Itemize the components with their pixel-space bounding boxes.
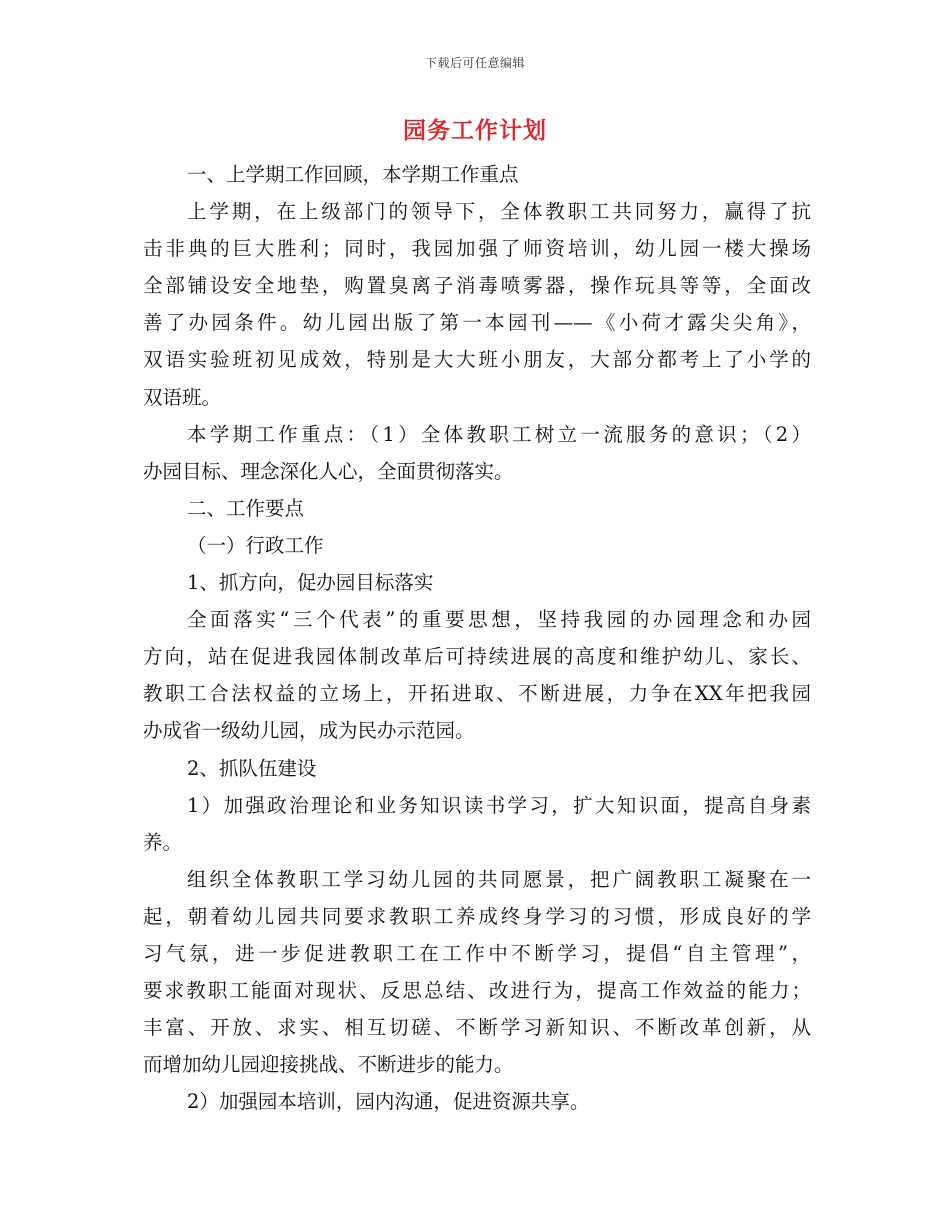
paragraph-line: 二、工作要点	[187, 496, 305, 520]
paragraph-line: 全部铺设安全地垫，购置臭离子消毒喷雾器，操作玩具等等，全面改	[143, 274, 811, 298]
paragraph-line: 全面落实“三个代表”的重要思想，坚持我园的办园理念和办园	[187, 608, 811, 632]
paragraph-line: 一、上学期工作回顾，本学期工作重点	[187, 163, 519, 186]
paragraph-line: 办成省一级幼儿园，成为民办示范园。	[143, 719, 475, 743]
paragraph-line: 上学期，在上级部门的领导下，全体教职工共同努力，赢得了抗	[187, 200, 811, 224]
paragraph-line: 养。	[143, 830, 183, 854]
paragraph-line: 击非典的巨大胜利；同时，我园加强了师资培训，幼儿园一楼大操场	[143, 237, 811, 261]
paragraph-line: 双语实验班初见成效，特别是大大班小朋友，大部分都考上了小学的	[143, 348, 811, 372]
document-body	[143, 156, 811, 1120]
paragraph-line: 2）加强园本培训，园内沟通，促进资源共享。	[187, 1090, 590, 1114]
paragraph-line: 教职工合法权益的立场上，开拓进取、不断进展，力争在XX年把我园	[143, 682, 811, 706]
paragraph-line: 1、抓方向，促办园目标落实	[187, 571, 434, 595]
header-note: 下载后可任意编辑	[424, 56, 525, 70]
document-title: 园务工作计划	[403, 117, 547, 144]
paragraph-line: 办园目标、理念深化人心，全面贯彻落实。	[143, 459, 514, 483]
paragraph-line: 善了办园条件。幼儿园出版了第一本园刊——《小荷才露尖尖角》，	[143, 311, 811, 335]
paragraph-line: 方向，站在促进我园体制改革后可持续进展的高度和维护幼儿、家长、	[143, 645, 811, 669]
paragraph-line: 习气氛，进一步促进教职工在工作中不断学习，提倡“自主管理”，	[143, 941, 811, 965]
paragraph-line: 而增加幼儿园迎接挑战、不断进步的能力。	[143, 1053, 514, 1077]
paragraph-line: 组织全体教职工学习幼儿园的共同愿景，把广阔教职工凝聚在一	[187, 867, 811, 891]
paragraph-line: 起，朝着幼儿园共同要求教职工养成终身学习的习惯，形成良好的学	[143, 904, 811, 928]
paragraph-line: 要求教职工能面对现状、反思总结、改进行为，提高工作效益的能力；	[143, 979, 811, 1003]
paragraph-line: 双语班。	[143, 385, 222, 409]
paragraph-line: 2、抓队伍建设	[187, 756, 317, 780]
paragraph-line: （一）行政工作	[187, 533, 324, 557]
paragraph-line: 1）加强政治理论和业务知识读书学习，扩大知识面，提高自身素	[187, 793, 811, 817]
paragraph-line: 丰富、开放、求实、相互切磋、不断学习新知识、不断改革创新，从	[143, 1016, 811, 1040]
paragraph-line: 本学期工作重点：（1）全体教职工树立一流服务的意识；（2）	[187, 422, 811, 446]
